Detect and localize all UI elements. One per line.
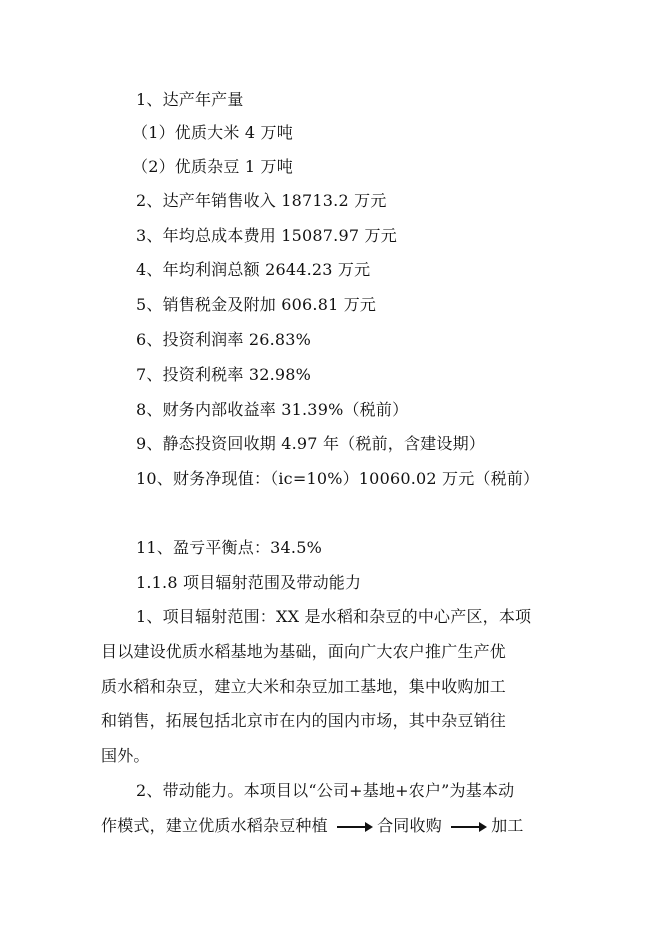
paragraph-2-line-2	[101, 815, 524, 837]
item-5-tax: 5、销售税金及附加 606.81 万元	[136, 295, 377, 314]
flow-step-processing: 加工	[491, 816, 524, 835]
item-6-profit-rate: 6、投资利润率 26.83%	[136, 330, 312, 349]
paragraph-2-text: 作模式，建立优质水稻杂豆种植	[101, 816, 328, 835]
paragraph-1-line-4: 和销售，拓展包括北京市在内的国内市场，其中杂豆销往	[101, 711, 507, 730]
paragraph-1-line-3: 质水稻和杂豆，建立大米和杂豆加工基地，集中收购加工	[101, 677, 507, 696]
right-arrow-icon	[337, 822, 373, 832]
item-8-irr: 8、财务内部收益率 31.39%（税前）	[136, 400, 409, 419]
paragraph-1-line-5: 国外。	[101, 746, 150, 765]
item-7-tax-rate: 7、投资利税率 32.98%	[136, 365, 312, 384]
paragraph-2-line-1: 2、带动能力。本项目以“公司+基地+农户”为基本动	[136, 781, 515, 800]
paragraph-1-line-1: 1、项目辐射范围：XX 是水稻和杂豆的中心产区，本项	[136, 607, 532, 626]
section-heading: 1.1.8 项目辐射范围及带动能力	[136, 573, 362, 592]
item-2-revenue: 2、达产年销售收入 18713.2 万元	[136, 191, 387, 210]
item-10-npv: 10、财务净现值：（ic=10%）10060.02 万元（税前）	[136, 469, 540, 488]
item-11-breakeven: 11、盈亏平衡点：34.5%	[136, 538, 322, 557]
item-4-profit: 4、年均利润总额 2644.23 万元	[136, 260, 371, 279]
paragraph-1-line-2: 目以建设优质水稻基地为基础，面向广大农户推广生产优	[101, 642, 507, 661]
item-1a-rice: （1）优质大米 4 万吨	[132, 123, 293, 142]
item-3-cost: 3、年均总成本费用 15087.97 万元	[136, 226, 397, 245]
flow-step-contract-purchase: 合同收购	[377, 816, 442, 835]
right-arrow-icon	[451, 822, 487, 832]
item-1b-beans: （2）优质杂豆 1 万吨	[132, 157, 293, 176]
item-9-payback: 9、静态投资回收期 4.97 年（税前，含建设期）	[136, 434, 485, 453]
item-1-output: 1、达产年产量	[136, 90, 244, 109]
